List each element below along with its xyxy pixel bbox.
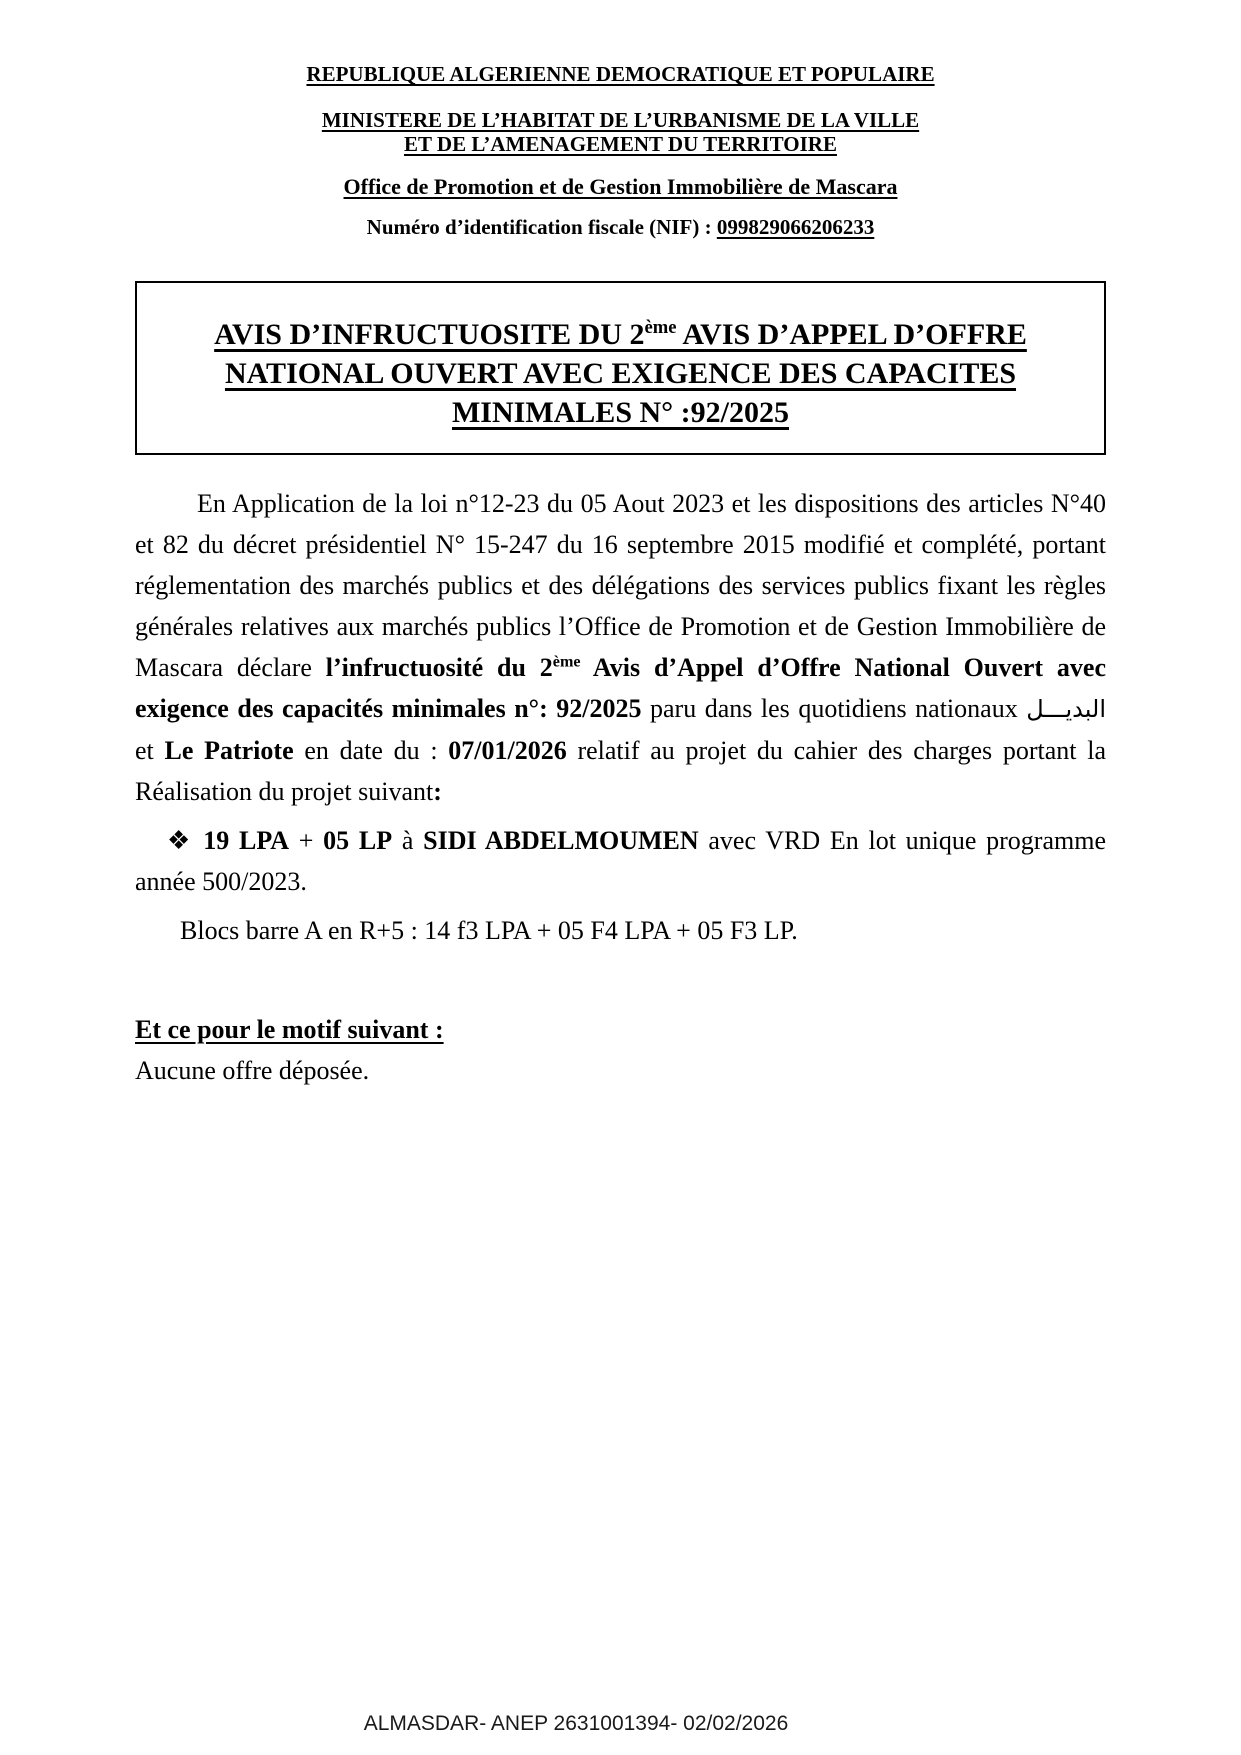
project-details: avec VRD En lot unique programme année 500/2023. <box>135 826 1106 896</box>
notice-title-line-1 <box>137 315 1104 354</box>
notice-title-line-1-post: AVIS D’APPEL D’OFFRE <box>676 318 1027 351</box>
diamond-bullet-icon: ❖ <box>167 826 204 855</box>
notice-title-line-1-sup: ème <box>644 317 677 338</box>
project-item <box>135 820 1106 902</box>
intro-seg-et: et <box>135 736 165 765</box>
office-title-text: Office de Promotion et de Gestion Immobilière de Mascara <box>343 174 898 199</box>
ministry-title <box>135 108 1106 156</box>
arabic-newspaper-name: البديـــل <box>1026 695 1106 723</box>
republic-title <box>135 62 1106 86</box>
intro-seg-infructuosite: l’infructuosité du 2 <box>325 653 553 682</box>
publication-date: 07/01/2026 <box>448 736 567 765</box>
project-a: à <box>392 826 424 855</box>
notice-title <box>137 315 1104 432</box>
blocs-detail-line: Blocs barre A en R+5 : 14 f3 LPA + 05 F4 LPA + 05 F3 LP. <box>180 916 798 945</box>
newspaper-le-patriote: Le Patriote <box>164 736 294 765</box>
intro-seg-1: En Application de la loi n°12-23 du 05 Aout 2023 et les dispositions des articles N°40 et 82 du décret présidentiel N° 15-247 du 16 septembre 2015 modifié et complété, portant réglementation des marchés publics et des délégations des services publics fixant les règles générales relatives aux marchés publics l’Office de Promotion et de Gestion Immobilière de Mascara déclare <box>135 489 1106 682</box>
ministry-line-1: MINISTERE DE L’HABITAT DE L’URBANISME DE LA VILLE <box>321 108 920 132</box>
intro-seg-sup: ème <box>552 653 581 671</box>
republic-title-text: REPUBLIQUE ALGERIENNE DEMOCRATIQUE ET POPULAIRE <box>306 62 935 86</box>
office-title <box>135 174 1106 199</box>
nif-value: 099829066206233 <box>716 215 875 239</box>
project-location: SIDI ABDELMOUMEN <box>423 826 699 855</box>
intro-paragraph <box>135 483 1106 812</box>
motif-heading <box>135 1009 1106 1050</box>
project-lpa-count: 19 LPA <box>203 826 290 855</box>
project-lp-count: 05 LP <box>323 826 393 855</box>
notice-body <box>135 483 1106 1091</box>
intro-seg-date-label: en date du : <box>293 736 449 765</box>
intro-seg-paru: paru dans les quotidiens nationaux <box>641 694 1027 723</box>
intro-seg-relatif: relatif au projet du cahier des charges portant la Réalisation du projet suivant <box>135 736 1107 806</box>
motif-heading-text: Et ce pour le motif suivant : <box>135 1015 444 1044</box>
motif-text: Aucune offre déposée. <box>135 1056 370 1085</box>
notice-title-box <box>135 281 1106 455</box>
notice-title-line-2: NATIONAL OUVERT AVEC EXIGENCE DES CAPACITES <box>224 357 1017 390</box>
intro-seg-colon: : <box>433 777 442 806</box>
intro-seg-avis-numero: Avis d’Appel d’Offre National Ouvert avec exigence des capacités minimales n°: 92/2025 <box>135 653 1106 723</box>
nif-label: Numéro d’identification fiscale (NIF) : <box>366 215 717 239</box>
document-header <box>135 62 1106 239</box>
ministry-line-2: ET DE L’AMENAGEMENT DU TERRITOIRE <box>404 132 837 156</box>
notice-title-line-1-pre: AVIS D’INFRUCTUOSITE DU 2 <box>214 318 645 351</box>
project-plus: + <box>289 826 324 855</box>
nif-line <box>135 215 1106 239</box>
notice-title-line-3: MINIMALES N° :92/2025 <box>451 396 789 429</box>
anep-footer: ALMASDAR- ANEP 2631001394- 02/02/2026 <box>363 1712 789 1735</box>
